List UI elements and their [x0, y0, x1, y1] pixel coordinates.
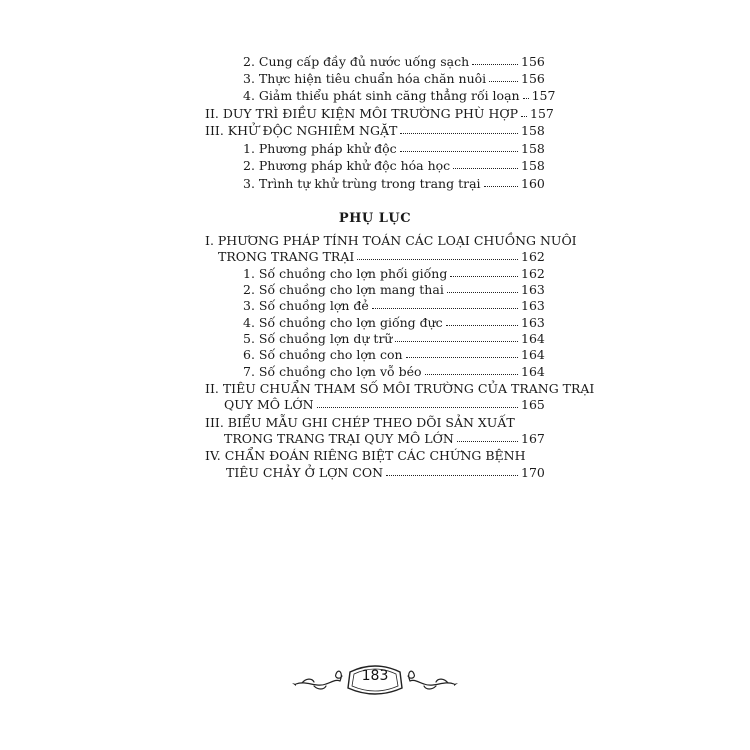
toc-entry-page: 156 — [521, 71, 545, 86]
toc-entry-title: II. DUY TRÌ ĐIỀU KIỆN MÔI TRƯỜNG PHÙ HỢP — [205, 106, 519, 121]
toc-entry-page: 164 — [521, 347, 545, 362]
toc-entry — [243, 331, 543, 347]
toc-entry-title-cont: TRONG TRANG TRẠI QUY MÔ LỚN — [224, 431, 454, 446]
dot-leader — [395, 341, 518, 342]
toc-entry-title: 1. Phương pháp khử độc — [243, 141, 397, 156]
dot-leader — [386, 475, 518, 476]
toc-entry-page: 158 — [521, 158, 545, 173]
toc-entry — [243, 141, 543, 157]
dot-leader — [446, 325, 518, 326]
toc-entry-title: 2. Cung cấp đầy đủ nước uống sạch — [243, 54, 470, 69]
toc-entry-page: 158 — [521, 123, 545, 138]
toc-entry-page: 164 — [521, 364, 545, 379]
toc-entry — [226, 465, 543, 481]
toc-entry-page: 157 — [531, 88, 556, 103]
toc-entry — [243, 282, 543, 298]
toc-entry — [243, 298, 543, 314]
section-heading: PHỤ LỤC — [338, 211, 412, 226]
dot-leader — [372, 308, 518, 309]
dot-leader — [406, 357, 518, 358]
toc-entry-title: 6. Số chuồng cho lợn con — [243, 347, 403, 362]
toc-entry — [205, 123, 543, 139]
dot-leader — [447, 292, 518, 293]
toc-entry-title: 4. Giảm thiểu phát sinh căng thẳng rối loạn — [243, 88, 520, 103]
toc-entry-title: 1. Số chuồng cho lợn phối giống — [243, 266, 448, 281]
toc-entry — [243, 364, 543, 380]
toc-entry-title-cont: TIÊU CHẢY Ở LỢN CON — [226, 465, 384, 480]
toc-entry-title: 4. Số chuồng cho lợn giống đực — [243, 315, 443, 330]
toc-entry — [218, 249, 543, 265]
toc-entry-title: 5. Số chuồng lợn dự trữ — [243, 331, 393, 346]
page-number: 183 — [361, 668, 389, 684]
dot-leader — [472, 64, 518, 65]
toc-entry — [243, 266, 543, 282]
toc-entry-page: 164 — [521, 331, 545, 346]
toc-entry — [243, 88, 556, 104]
toc-entry — [205, 106, 554, 122]
toc-entry-title: 3. Trình tự khử trùng trong trang trại — [243, 176, 481, 191]
toc-entry-title: III. BIỂU MẪU GHI CHÉP THEO DÕI SẢN XUẤT — [205, 415, 515, 430]
dot-leader — [523, 98, 529, 99]
toc-entry — [224, 431, 543, 447]
toc-entry-title: II. TIÊU CHUẨN THAM SỐ MÔI TRƯỜNG CỦA TRANG TRẠI — [205, 381, 595, 396]
toc-entry-page: 156 — [521, 54, 545, 69]
toc-entry-title: 3. Số chuồng lợn đẻ — [243, 298, 369, 313]
toc-entry — [243, 54, 543, 70]
toc-entry-title: 7. Số chuồng cho lợn vỗ béo — [243, 364, 422, 379]
toc-entry-title: 2. Phương pháp khử độc hóa học — [243, 158, 451, 173]
toc-entry-title-cont: QUY MÔ LỚN — [224, 397, 314, 412]
dot-leader — [400, 151, 518, 152]
toc-entry-page: 160 — [521, 176, 545, 191]
toc-entry-page: 170 — [521, 465, 545, 480]
toc-entry-page: 162 — [521, 266, 545, 281]
toc-entry-title-cont: TRONG TRANG TRẠI — [218, 249, 355, 264]
toc-entry — [243, 347, 543, 363]
toc-entry — [243, 176, 543, 192]
toc-entry-page: 157 — [530, 106, 554, 121]
dot-leader — [400, 133, 518, 134]
toc-entry-title: III. KHỬ ĐỘC NGHIÊM NGẶT — [205, 123, 398, 138]
dot-leader — [357, 259, 518, 260]
toc-entry-page: 163 — [521, 315, 545, 330]
toc-entry-page: 162 — [521, 249, 545, 264]
toc-entry-page: 165 — [521, 397, 545, 412]
toc-entry-title: 3. Thực hiện tiêu chuẩn hóa chăn nuôi — [243, 71, 487, 86]
dot-leader — [425, 374, 518, 375]
dot-leader — [484, 186, 518, 187]
dot-leader — [521, 116, 527, 117]
toc-entry-title: IV. CHẨN ĐOÁN RIÊNG BIỆT CÁC CHỨNG BỆNH — [205, 448, 526, 463]
toc-entry — [243, 315, 543, 331]
toc-entry-page: 158 — [521, 141, 545, 156]
dot-leader — [457, 441, 518, 442]
toc-entry-page: 167 — [521, 431, 545, 446]
toc-entry-page: 163 — [521, 282, 545, 297]
dot-leader — [450, 276, 518, 277]
toc-entry — [243, 71, 543, 87]
dot-leader — [489, 81, 518, 82]
toc-entry-page: 163 — [521, 298, 545, 313]
toc-entry — [224, 397, 543, 413]
toc-entry — [243, 158, 543, 174]
dot-leader — [317, 407, 518, 408]
toc-entry-title: I. PHƯƠNG PHÁP TÍNH TOÁN CÁC LOẠI CHUỒNG NUÔI — [205, 233, 577, 248]
dot-leader — [453, 168, 518, 169]
toc-entry-title: 2. Số chuồng cho lợn mang thai — [243, 282, 444, 297]
